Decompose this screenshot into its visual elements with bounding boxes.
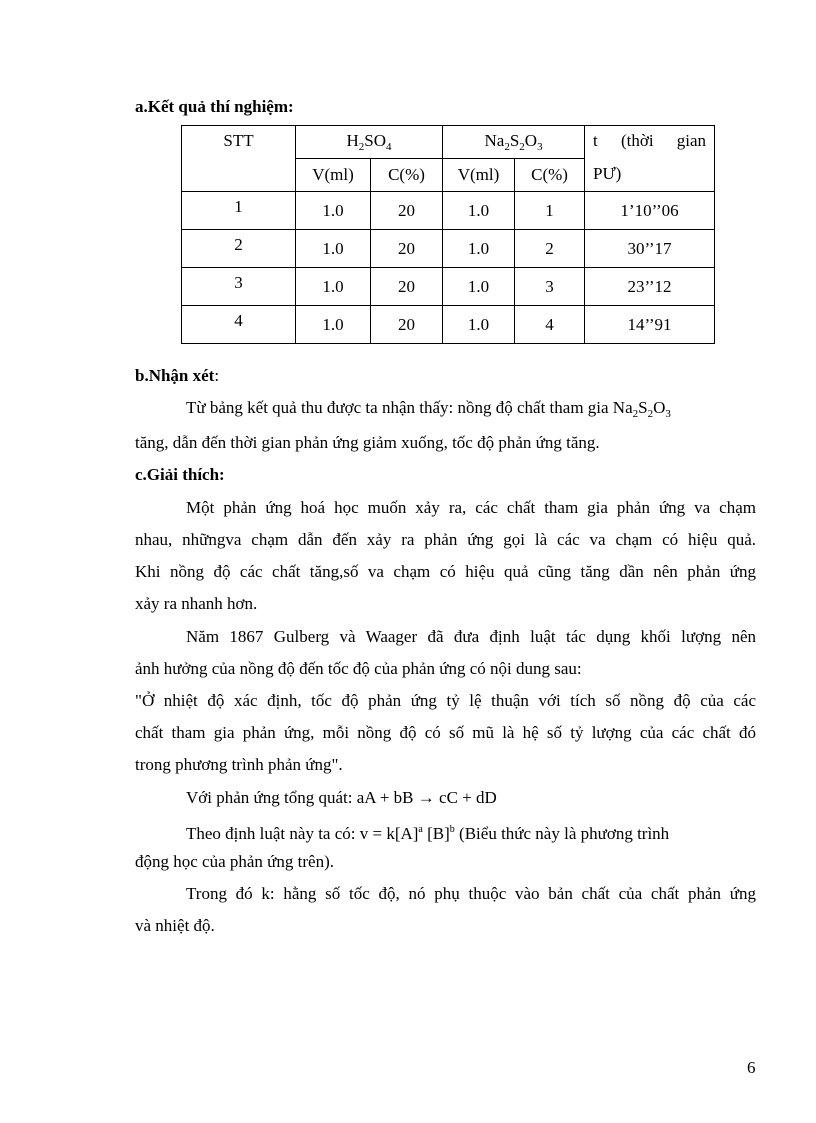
law-intro-line: Năm 1867 Gulberg và Waager đã đưa định luật tác dụng khối lượng nên <box>186 627 756 646</box>
table-row: 2 1.0 20 1.0 2 30’’17 <box>182 230 715 268</box>
explanation-line: Một phản ứng hoá học muốn xảy ra, các chất tham gia phản ứng va chạm <box>186 498 756 517</box>
table-row: 1 1.0 20 1.0 1 1’10’’06 <box>182 192 715 230</box>
header-stt: STT <box>182 126 296 192</box>
subheader-h2so4-volume: V(ml) <box>296 159 371 192</box>
explanation-line: Khi nồng độ các chất tăng,số va chạm có hiệu quả cũng tăng dần nên phản ứng <box>135 562 756 581</box>
section-a-heading: a.Kết quả thí nghiệm: <box>135 97 294 116</box>
rate-law-line: Theo định luật này ta có: $v = k[A]^a$ $[B]^b$ (Biểu thức này là phương trình <box>186 824 670 843</box>
section-c-heading: c.Giải thích: <box>135 465 225 484</box>
observation-line-2: tăng, dẫn đến thời gian phản ứng giảm xuống, tốc độ phản ứng tăng. <box>135 433 600 452</box>
general-reaction-equation: Với phản ứng tổng quát: aA + bB → cC + dD <box>186 788 497 807</box>
subheader-h2so4-concentration: C(%) <box>371 159 443 192</box>
header-na2s2o3: $Na_2S_2O_3$ <box>443 126 585 159</box>
law-intro-line: ảnh hưởng của nồng độ đến tốc độ của phản ứng có nội dung sau: <box>135 659 582 678</box>
explanation-line: nhau, nhữngva chạm dẫn đến xảy ra phản ứng gọi là các va chạm có hiệu quả. <box>135 530 756 549</box>
rate-constant-line: và nhiệt độ. <box>135 916 215 935</box>
rate-constant-line: Trong đó k: hằng số tốc độ, nó phụ thuộc vào bản chất của chất phản ứng <box>186 884 756 903</box>
subheader-na2s2o3-volume: V(ml) <box>443 159 515 192</box>
observation-line-1: Từ bảng kết quả thu được ta nhận thấy: nồng độ chất tham gia $Na_2S_2O_3$ <box>186 398 671 420</box>
law-quote-line: chất tham gia phản ứng, mỗi nồng độ có số mũ là hệ số tỷ lượng của các chất đó <box>135 723 756 742</box>
rate-law-line: động học của phản ứng trên). <box>135 852 334 871</box>
table-row: 3 1.0 20 1.0 3 23’’12 <box>182 268 715 306</box>
table-row: 4 1.0 20 1.0 4 14’’91 <box>182 306 715 344</box>
page-number: 6 <box>747 1058 756 1077</box>
explanation-line: xảy ra nhanh hơn. <box>135 594 258 613</box>
header-h2so4: $H_2SO_4$ <box>296 126 443 159</box>
law-quote-line: trong phương trình phản ứng". <box>135 755 343 774</box>
header-reaction-time: t (thời gian PƯ) <box>585 126 715 192</box>
subheader-na2s2o3-concentration: C(%) <box>515 159 585 192</box>
results-table <box>181 125 715 344</box>
section-b-heading: b.Nhận xét: <box>135 366 220 385</box>
law-quote-line: "Ở nhiệt độ xác định, tốc độ phản ứng tỷ lệ thuận với tích số nồng độ của các <box>135 691 756 710</box>
